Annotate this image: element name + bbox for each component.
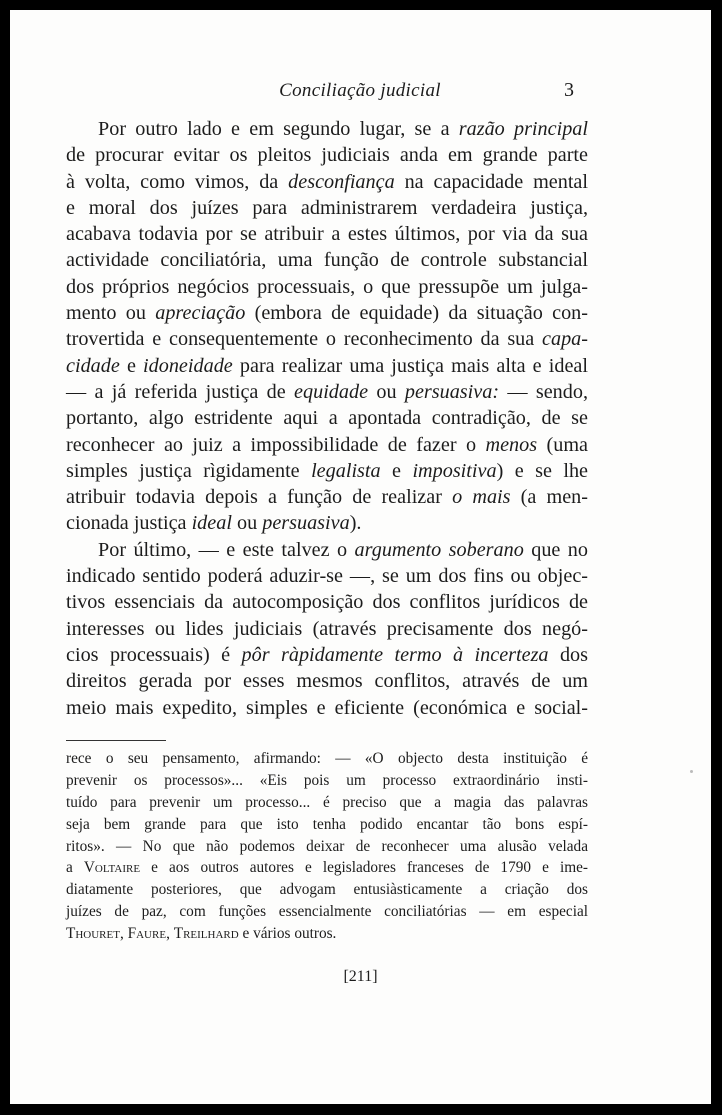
text-run: (embora de equidade) da situação con-: [245, 302, 588, 325]
author-name: Voltaire: [83, 859, 141, 877]
text-run: simples justiça rìgidamente: [66, 459, 312, 482]
italic-text: argumento soberano: [354, 538, 524, 561]
text-run: ou: [231, 512, 263, 535]
text-run: Por outro lado e em segundo lugar, se a: [98, 118, 459, 140]
text-line: [66, 353, 588, 379]
text-run: dos próprios negócios processuais, o que pressupõe um julga-: [66, 275, 588, 298]
italic-text: ideal: [191, 512, 232, 535]
text-run: ou: [368, 380, 405, 403]
footnote-line: [66, 792, 588, 814]
footnote-line: [66, 836, 588, 858]
text-run: juízes de paz, com funções essencialmente conciliatórias — em especial: [66, 903, 588, 921]
text-run: diatamente posteriores, que advogam entusiàsticamente a criação dos: [66, 881, 588, 899]
text-run: — a já referida justiça de: [66, 380, 295, 403]
italic-text: legalista: [311, 459, 381, 482]
text-line: [66, 142, 588, 168]
running-header-title: Conciliação judicial: [279, 80, 441, 101]
author-name: Thouret: [66, 925, 120, 943]
italic-text: o mais: [452, 486, 511, 509]
italic-text: persuasiva: [262, 512, 350, 535]
italic-text: pôr ràpidamente termo à incerteza: [241, 643, 549, 666]
italic-text: razão principal: [458, 118, 588, 140]
text-run: cionada justiça: [66, 512, 192, 535]
text-run: e vários outros.: [238, 925, 337, 943]
text-line: [66, 589, 588, 615]
footnote-block: [66, 748, 588, 945]
text-run: ritos». — No que não podemos deixar de reconhecer uma alusão velada: [66, 837, 588, 855]
text-run: que no: [523, 538, 588, 561]
text-run: e moral dos juízes para administrarem verdadeira justiça,: [66, 196, 588, 219]
text-line: [66, 274, 588, 300]
body-text: [66, 116, 588, 721]
italic-text: equidade: [294, 380, 369, 403]
author-name: Treilhard: [173, 925, 239, 943]
text-run: tivos essenciais da autocomposição dos conflitos jurídicos de: [66, 591, 588, 614]
text-run: mento ou: [66, 302, 156, 325]
italic-text: persuasiva:: [404, 380, 500, 403]
footnote-separator: [66, 740, 166, 741]
text-line: [66, 458, 588, 484]
text-run: na capacidade mental: [394, 170, 589, 193]
text-run: acabava todavia por se atribuir a estes últimos, por via da sua: [66, 223, 588, 246]
text-line: [66, 169, 588, 195]
text-line: [66, 379, 588, 405]
footnote-line: [66, 770, 588, 792]
text-line: [66, 563, 588, 589]
text-run: — sendo,: [499, 380, 588, 403]
text-run: atribuir todavia depois a função de realizar: [66, 486, 453, 509]
italic-text: cidade: [66, 354, 120, 377]
text-run: portanto, algo estridente aqui a apontada contradição, de se: [66, 407, 588, 430]
text-line: [66, 695, 588, 721]
text-line: [66, 221, 588, 247]
text-run: e aos outros autores e legisladores franceses de 1790 e ime-: [140, 859, 588, 877]
italic-text: capa-: [542, 328, 588, 351]
italic-text: menos: [485, 433, 538, 456]
text-run: seja bem grande para que isto tenha podido encantar tão bons espí-: [66, 815, 588, 833]
scan-speck: [690, 770, 693, 773]
text-line: [66, 405, 588, 431]
footnote-line: [66, 857, 588, 879]
text-run: ).: [349, 512, 362, 535]
footnote-line: [66, 923, 588, 945]
text-run: prevenir os processos»... «Eis pois um processo extraordinário insti-: [66, 771, 588, 789]
text-run: (uma: [537, 433, 588, 456]
text-run: (a men-: [510, 486, 588, 509]
text-line: [66, 642, 588, 668]
text-line: [66, 195, 588, 221]
text-line: [66, 300, 588, 326]
page-number: 3: [564, 79, 574, 101]
text-run: actividade conciliatória, uma função de controle substancial: [66, 249, 588, 272]
text-run: à volta, como vimos, da: [66, 170, 289, 193]
text-run: a: [66, 859, 84, 877]
text-run: interesses ou lides judiciais (através precisamente dos negó-: [66, 617, 588, 640]
text-line: [66, 616, 588, 642]
footnote-line: [66, 814, 588, 836]
text-line: [66, 326, 588, 352]
text-run: tuído para prevenir um processo... é preciso que a magia das palavras: [66, 793, 588, 811]
text-line: [66, 247, 588, 273]
text-run: reconhecer ao juiz a impossibilidade de fazer o: [66, 433, 486, 456]
text-run: ,: [119, 925, 128, 943]
italic-text: idoneidade: [143, 354, 233, 377]
text-line: [66, 484, 588, 510]
document-page: [10, 10, 711, 1104]
text-run: dos: [548, 643, 589, 666]
author-name: Faure: [127, 925, 167, 943]
text-line: [66, 510, 588, 536]
italic-text: impositiva: [412, 459, 497, 482]
text-run: cios processuais) é: [66, 643, 242, 666]
text-line: [66, 537, 588, 563]
footnote-line: [66, 748, 588, 770]
folio-number: [211]: [343, 968, 378, 985]
footnote-line: [66, 879, 588, 901]
text-run: indicado sentido poderá aduzir-se —, se um dos fins ou objec-: [66, 565, 588, 588]
text-run: ) e se lhe: [496, 459, 588, 482]
text-line: [66, 668, 588, 694]
text-run: e: [380, 459, 413, 482]
italic-text: apreciação: [155, 302, 246, 325]
text-run: Por último, — e este talvez o: [98, 538, 355, 561]
text-run: para realizar uma justiça mais alta e ideal: [232, 354, 588, 377]
text-run: trovertida e consequentemente o reconhecimento da sua: [66, 328, 543, 351]
text-run: rece o seu pensamento, afirmando: — «O objecto desta instituição é: [66, 750, 588, 767]
footnote-line: [66, 901, 588, 923]
text-run: ,: [166, 925, 174, 943]
text-line: [66, 432, 588, 458]
text-run: de procurar evitar os pleitos judiciais anda em grande parte: [66, 144, 588, 167]
text-run: direitos gerada por esses mesmos conflitos, através de um: [66, 670, 588, 693]
text-run: meio mais expedito, simples e eficiente (económica e social-: [66, 696, 588, 719]
italic-text: desconfiança: [288, 170, 395, 193]
text-run: e: [119, 354, 144, 377]
text-line: [66, 116, 588, 142]
